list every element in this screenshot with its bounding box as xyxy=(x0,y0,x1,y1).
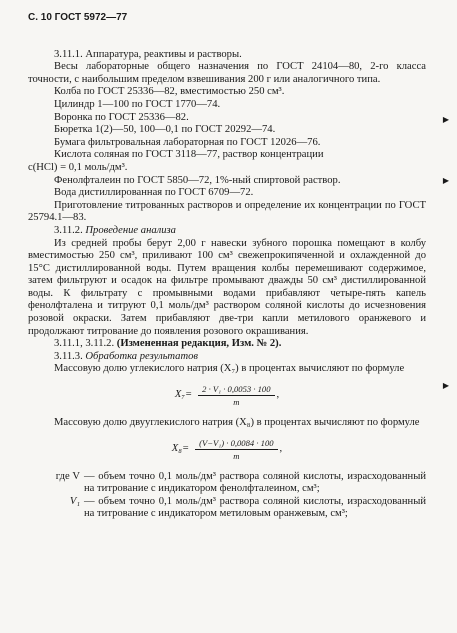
calc-sodium-bicarbonate: Массовую долю двууглекислого натрия (X₈) в процентах вычисляют по формуле xyxy=(54,417,420,429)
section-3-11-2-heading xyxy=(28,225,426,238)
formula-x8-numerator: (V−V₁) · 0,0084 · 100 xyxy=(195,438,277,450)
formula-x7-fraction xyxy=(198,384,274,407)
section-3-11-3-title: Обработка результатов xyxy=(85,350,199,362)
formula-x8-lhs: X₈= xyxy=(171,442,190,454)
reagent-hcl-line1: Кислота соляная по ГОСТ 3118—77, раствор концентрации xyxy=(54,149,324,161)
formula-x8-fraction xyxy=(195,438,277,461)
formula-x7-denominator: m xyxy=(233,397,240,408)
formula-x7-end: , xyxy=(276,389,280,401)
calc-sodium-carbonate: Массовую долю углекислого натрия (X₇) в процентах вычисляют по формуле xyxy=(54,363,405,375)
definition-v xyxy=(28,471,426,496)
change-note: (Измененная редакция, Изм. № 2). xyxy=(116,338,282,350)
section-3-11-2-title: Проведение анализа xyxy=(85,224,176,236)
scales-paragraph: Весы лабораторные общего назначения по ГОСТ 24104—80, 2-го класса точности, с наибольшим пределом взвешивания 200 г или аналогичного типа. xyxy=(28,61,426,85)
equipment-cylinder: Цилиндр 1—100 по ГОСТ 1770—74. xyxy=(54,98,221,110)
change-note-line xyxy=(28,338,426,351)
definition-v-desc: — объем точно 0,1 моль/дм³ раствора соляной кислоты, израсходованный на титрование с индикатором фенолфталеином, см³; xyxy=(84,470,426,495)
section-3-11-3-number: 3.11.3. xyxy=(54,350,83,362)
equipment-filter-paper: Бумага фильтровальная лабораторная по ГОСТ 12026—76. xyxy=(54,136,321,148)
preparation-paragraph: Приготовление титрованных растворов и определение их концентрации по ГОСТ 25794.1—83. xyxy=(28,199,426,224)
formula-x8-end: , xyxy=(279,442,283,454)
definition-v1-desc: — объем точно 0,1 моль/дм³ раствора соляной кислоты, израсходованный на титрование с индикатором метиловым оранжевым, см³; xyxy=(84,495,426,520)
margin-marker-3: ▶ xyxy=(442,381,449,390)
section-3-11-1-title: 3.11.1. Аппаратура, реактивы и растворы. xyxy=(54,48,242,60)
analysis-paragraph: Из средней пробы берут 2,00 г навески зубного порошка помещают в колбу вместимостью 250 см³, приливают 100 см³ свежепрокипяченной и охлажденной до 15°С дистиллированной воды. Путем вращения колбы перемешивают содержимое, затем фильтруют и осадок на фильтре промывают дважды 50 см³ дистиллированной воды. К фильтрату с промывными водами прибавляют четыре-пять капель фенолфталена и титруют 0,1 моль/дм³ раствором соляной кислоты до исчезновения розовой окраски. Затем прибавляют две-три капли метилового оранжевого и продолжают титрование до появления розового окрашивания. xyxy=(28,237,426,337)
definition-v1-term: V₁ xyxy=(69,495,80,507)
formula-x8-denominator: m xyxy=(233,450,240,461)
equipment-burette: Бюретка 1(2)—50, 100—0,1 по ГОСТ 20292—74. xyxy=(54,124,276,136)
formula-x8 xyxy=(28,438,426,461)
formula-x7 xyxy=(28,384,426,407)
definition-v-term: где V xyxy=(55,470,80,482)
equipment-funnel: Воронка по ГОСТ 25336—82. xyxy=(54,111,189,123)
margin-marker-1: ▶ xyxy=(442,115,449,124)
document-page xyxy=(28,12,426,521)
definition-v1 xyxy=(28,496,426,521)
margin-marker-2: ▶ xyxy=(442,176,449,185)
section-3-11-2-number: 3.11.2. xyxy=(54,224,83,236)
reagent-water: Вода дистиллированная по ГОСТ 6709—72. xyxy=(54,187,254,199)
equipment-flask: Колба по ГОСТ 25336—82, вместимостью 250 см³. xyxy=(54,86,285,98)
change-note-sections: 3.11.1, 3.11.2. xyxy=(54,338,115,350)
reagent-phenolphthalein: Фенолфталеин по ГОСТ 5850—72, 1%-ный спиртовой раствор. xyxy=(54,174,341,186)
formula-x7-lhs: X₇= xyxy=(174,389,193,401)
formula-x7-numerator: 2 · V₁ · 0,0053 · 100 xyxy=(198,384,274,396)
page-header: С. 10 ГОСТ 5972—77 xyxy=(28,12,128,23)
section-3-11-3-heading xyxy=(28,351,426,364)
reagent-hcl-line2: c(HCl) = 0,1 моль/дм³. xyxy=(28,161,128,173)
